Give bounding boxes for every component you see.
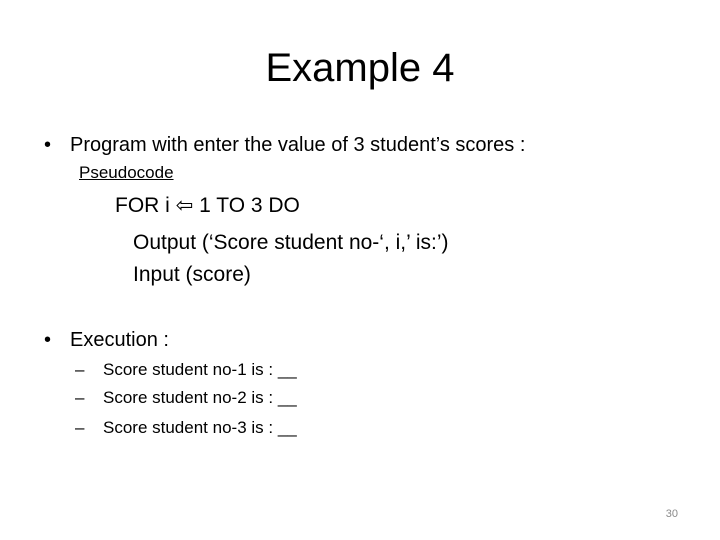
bullet-execution-text: Execution : bbox=[70, 329, 169, 351]
execution-item-text: Score student no-2 is : __ bbox=[103, 388, 297, 407]
execution-item-text: Score student no-1 is : __ bbox=[103, 360, 297, 379]
left-arrow-icon: ⇦ bbox=[175, 194, 194, 217]
dash-icon: – bbox=[75, 388, 85, 407]
code-for-end: 1 TO 3 DO bbox=[193, 194, 300, 217]
bullet-dot-icon: • bbox=[44, 329, 52, 351]
code-line-output: Output (‘Score student no-‘, i,’ is:’) bbox=[133, 231, 449, 254]
page-number: 30 bbox=[665, 508, 678, 520]
code-line-for bbox=[115, 191, 300, 221]
bullet-dot-icon: • bbox=[44, 134, 52, 156]
dash-icon: – bbox=[75, 360, 85, 379]
code-for-start: FOR i bbox=[115, 194, 176, 217]
code-line-input: Input (score) bbox=[133, 263, 251, 286]
slide-title: Example 4 bbox=[265, 46, 455, 90]
bullet-program-text: Program with enter the value of 3 student’s scores : bbox=[70, 134, 526, 156]
execution-item-text: Score student no-3 is : __ bbox=[103, 418, 297, 437]
pseudocode-label: Pseudocode bbox=[79, 163, 174, 182]
dash-icon: – bbox=[75, 418, 85, 437]
